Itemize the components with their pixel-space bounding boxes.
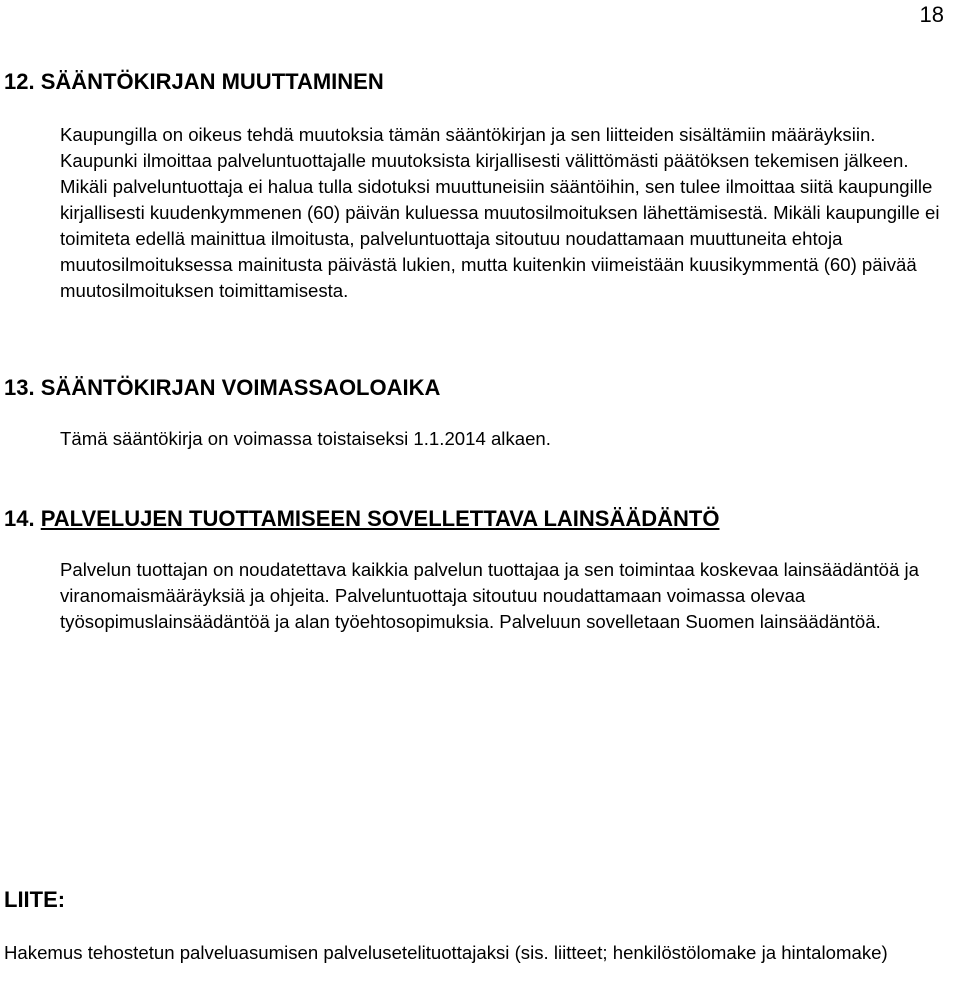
section-14-paragraph: Palvelun tuottajan on noudatettava kaikkia palvelun tuottajaa ja sen toimintaa koskevaa lainsäädäntöä ja viranomaismääräyksiä ja ohjeita. Palveluntuottaja sitoutuu noudattamaan voimassa olevaa työsopimuslainsäädäntöä ja alan työehtosopimuksia. Palveluun sovelletaan Suomen lainsäädäntöä. bbox=[60, 559, 919, 632]
section-14-number: 14. bbox=[4, 506, 35, 531]
page-number: 18 bbox=[919, 2, 944, 27]
section-12-paragraph: Kaupungilla on oikeus tehdä muutoksia tämän sääntökirjan ja sen liitteiden sisältämiin määräyksiin. Kaupunki ilmoittaa palveluntuottajalle muutoksista kirjallisesti välittömästi päätöksen tekemisen jälkeen. Mikäli palveluntuottaja ei halua tulla sidotuksi muuttuneisiin sääntöihin, sen tulee ilmoittaa siitä kaupungille kirjallisesti kuudenkymmenen (60) päivän kuluessa muutosilmoituksen lähettämisestä. Mikäli kaupungille ei toimiteta edellä mainittua ilmoitusta, palveluntuottaja sitoutuu noudattamaan muuttuneita ehtoja muutosilmoituksessa mainitusta päivästä lukien, mutta kuitenkin viimeistään kuusikymmentä (60) päivää muutosilmoituksen toimittamisesta. bbox=[60, 124, 940, 301]
section-12-heading: 12. SÄÄNTÖKIRJAN MUUTTAMINEN bbox=[4, 69, 384, 94]
section-13-heading: 13. SÄÄNTÖKIRJAN VOIMASSAOLOAIKA bbox=[4, 375, 441, 400]
appendix-label: LIITE: bbox=[4, 887, 66, 912]
section-14-heading bbox=[4, 506, 719, 532]
appendix-text: Hakemus tehostetun palveluasumisen palvelusetelituottajaksi (sis. liitteet; henkilöstölomake ja hintalomake) bbox=[4, 942, 888, 963]
section-13-paragraph: Tämä sääntökirja on voimassa toistaiseksi 1.1.2014 alkaen. bbox=[60, 428, 551, 449]
section-14-title: PALVELUJEN TUOTTAMISEEN SOVELLETTAVA LAINSÄÄDÄNTÖ bbox=[40, 506, 720, 531]
